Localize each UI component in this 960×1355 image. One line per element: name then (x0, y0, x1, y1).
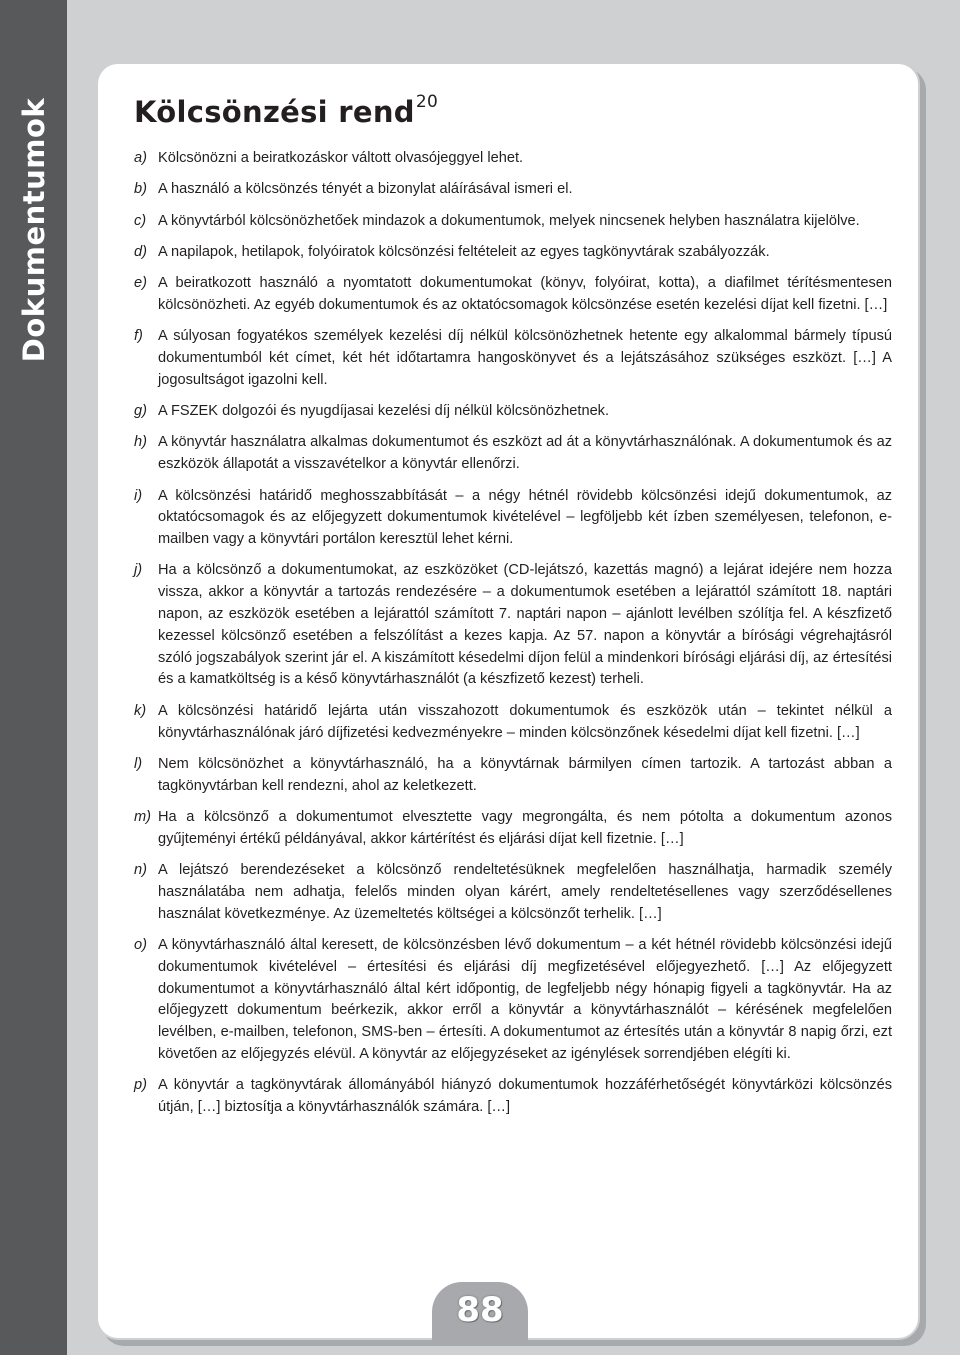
list-item (134, 242, 892, 264)
list-item (134, 273, 892, 317)
item-text: A kölcsönzési határidő meghosszabbítását – a négy hétnél rövidebb kölcsönzési idejű dokumentumok, az oktatócsomagok és az előjegyzett dokumentumok kivételével – legföljebb két ízben személyesen, telefonon, e-mailben vagy a könyvtári portálon keresztül lehet kérni. (158, 487, 892, 548)
item-text: A lejátszó berendezéseket a kölcsönző rendeltetésüknek megfelelően használhatja, harmadik személy használatába nem adhatja, felelős minden olyan kárért, amely rendeltetésellenes vagy szerződésellenes használat következménye. Az üzemeltetés költségei a kölcsönzőt terhelik. […] (158, 862, 892, 922)
item-letter: a) (134, 150, 147, 166)
list-item (134, 807, 892, 851)
page-number: 88 (456, 1290, 504, 1330)
item-letter: g) (134, 403, 147, 420)
rules-list (134, 148, 892, 1128)
item-text: A súlyosan fogyatékos személyek kezelési díj nélkül kölcsönözhetnek hetente egy alkalommal bármely típusú dokumentumból két címet, két hét időtartamra hangoskönyvet és a lejátszásához szükséges eszközt. […] A jogosultságot igazolni kell. (158, 328, 892, 388)
list-item (134, 1075, 892, 1119)
item-letter: n) (134, 862, 147, 879)
item-text: A könyvtárból kölcsönözhetőek mindazok a dokumentumok, melyek nincsenek helyben használatra kijelölve. (158, 212, 860, 229)
item-text: Nem kölcsönözhet a könyvtárhasználó, ha a könyvtárnak bármilyen címen tartozik. A tartozást abban a tagkönyvtárban kell rendezni, ahol az keletkezett. (158, 755, 892, 794)
item-letter: o) (134, 936, 147, 953)
item-letter: m) (134, 808, 152, 825)
item-text: A használó a kölcsönzés tényét a bizonylat aláírásával ismeri el. (158, 181, 573, 198)
item-letter: i) (134, 487, 143, 504)
item-text: A kölcsönzési határidő lejárta után visszahozott dokumentumok és eszközök után – tekintet nélkül a könyvtárhasználónak járó díjfizetési kedvezményekre – minden kölcsönzőnek késedelmi díjat kell fizetni. […] (158, 702, 892, 741)
page-title (134, 92, 438, 129)
item-letter: l) (134, 755, 143, 772)
item-letter: e) (134, 275, 147, 292)
item-letter: c) (134, 212, 147, 229)
item-letter: h) (134, 434, 147, 451)
list-item (134, 326, 892, 391)
item-letter: d) (134, 243, 147, 260)
item-text: Ha a kölcsönző a dokumentumokat, az eszközöket (CD-lejátszó, kazettás magnó) a lejárat idejére nem hozza vissza, akkor a könyvtár a tartozás rendezésére – a dokumentumok esetében a lejárattól számított 18. naptári napon, az eszközök esetében a lejárattól számított 7. naptári napon – ajánlott levélben szólítja fel. A készfizető kezessel kölcsönző esetében a felszólítást a kezes kapja. Az 57. napon a könyvtár a bírósági végrehajtásról szóló jogszabályok szerint jár el. A kiszámított késedelmi díjon felül a mindenkori bírósági eljárási díj, az értesítési és a kamatköltség is a késő könyvtárhasználót (a készfizető kezest) terheli. (158, 562, 892, 688)
list-item (134, 179, 892, 201)
list-item (134, 432, 892, 476)
list-item (134, 148, 892, 170)
list-item (134, 935, 892, 1066)
item-letter: p) (134, 1077, 147, 1094)
item-text: A könyvtár használatra alkalmas dokumentumot és eszközt ad át a könyvtárhasználónak. A dokumentumok és az eszközök állapotát a visszavételkor a könyvtár ellenőrzi. (158, 434, 892, 473)
item-text: A FSZEK dolgozói és nyugdíjasai kezelési díj nélkül kölcsönözhetnek. (158, 403, 610, 420)
item-text: A napilapok, hetilapok, folyóiratok kölcsönzési feltételeit az egyes tagkönyvtárak szabályozzák. (158, 243, 770, 260)
item-letter: f) (134, 328, 143, 345)
section-title-vertical: Dokumentumok (17, 97, 51, 363)
item-text: A könyvtár a tagkönyvtárak állományából hiányzó dokumentumok hozzáférhetőségét könyvtárközi kölcsönzés útján, […] biztosítja a könyvtárhasználók számára. […] (158, 1077, 892, 1115)
list-item (134, 211, 892, 233)
list-item (134, 401, 892, 423)
item-letter: j) (134, 562, 143, 579)
list-item (134, 701, 892, 745)
list-item (134, 560, 892, 691)
item-letter: b) (134, 181, 147, 198)
side-strip (0, 0, 67, 1355)
page-title-text: Kölcsönzési rend (134, 95, 415, 129)
item-text: Ha a kölcsönző a dokumentumot elvesztette vagy megrongálta, és nem pótolta a dokumentum azonos gyűjteményi értékű példányával, akkor kártérítést és eljárási díjat kell fizetnie. […] (158, 808, 892, 847)
item-letter: k) (134, 702, 147, 719)
item-text: A könyvtárhasználó által keresett, de kölcsönzésben lévő dokumentum – a két hétnél rövidebb kölcsönzési idejű dokumentumok kivételével – értesítési és eljárási díj megfizetésével előjegyezhető. […] Az előjegyzett dokumentumot a könyvtárhasználó által kért időpontig, de legfeljebb négy hónapig figyeli a tagkönyvtár. Ha az előjegyzett dokumentum beérkezik, akkor erről a könyvtár a könyvtárhasználót – kérésének megfelelően levélben, e-mailben, telefonon, SMS-ben – értesíti. A dokumentumot az értesítés után a könyvtár 8 napig őrzi, ezt követően az előjegyzés elévül. A könyvtár az előjegyzéseket az igénylések sorrendjében elégíti ki. (158, 936, 892, 1062)
list-item (134, 754, 892, 798)
footnote-marker: 20 (415, 92, 439, 112)
item-text: A beiratkozott használó a nyomtatott dokumentumokat (könyv, folyóirat, kotta), a diafilmet térítésmentesen kölcsönözheti. Az egyéb dokumentumok és az oktatócsomagok kölcsönzése esetén kezelési díjat kell fizetni. […] (158, 275, 892, 313)
list-item (134, 860, 892, 925)
list-item (134, 486, 892, 551)
item-text: Kölcsönözni a beiratkozáskor váltott olvasójeggyel lehet. (158, 150, 524, 166)
